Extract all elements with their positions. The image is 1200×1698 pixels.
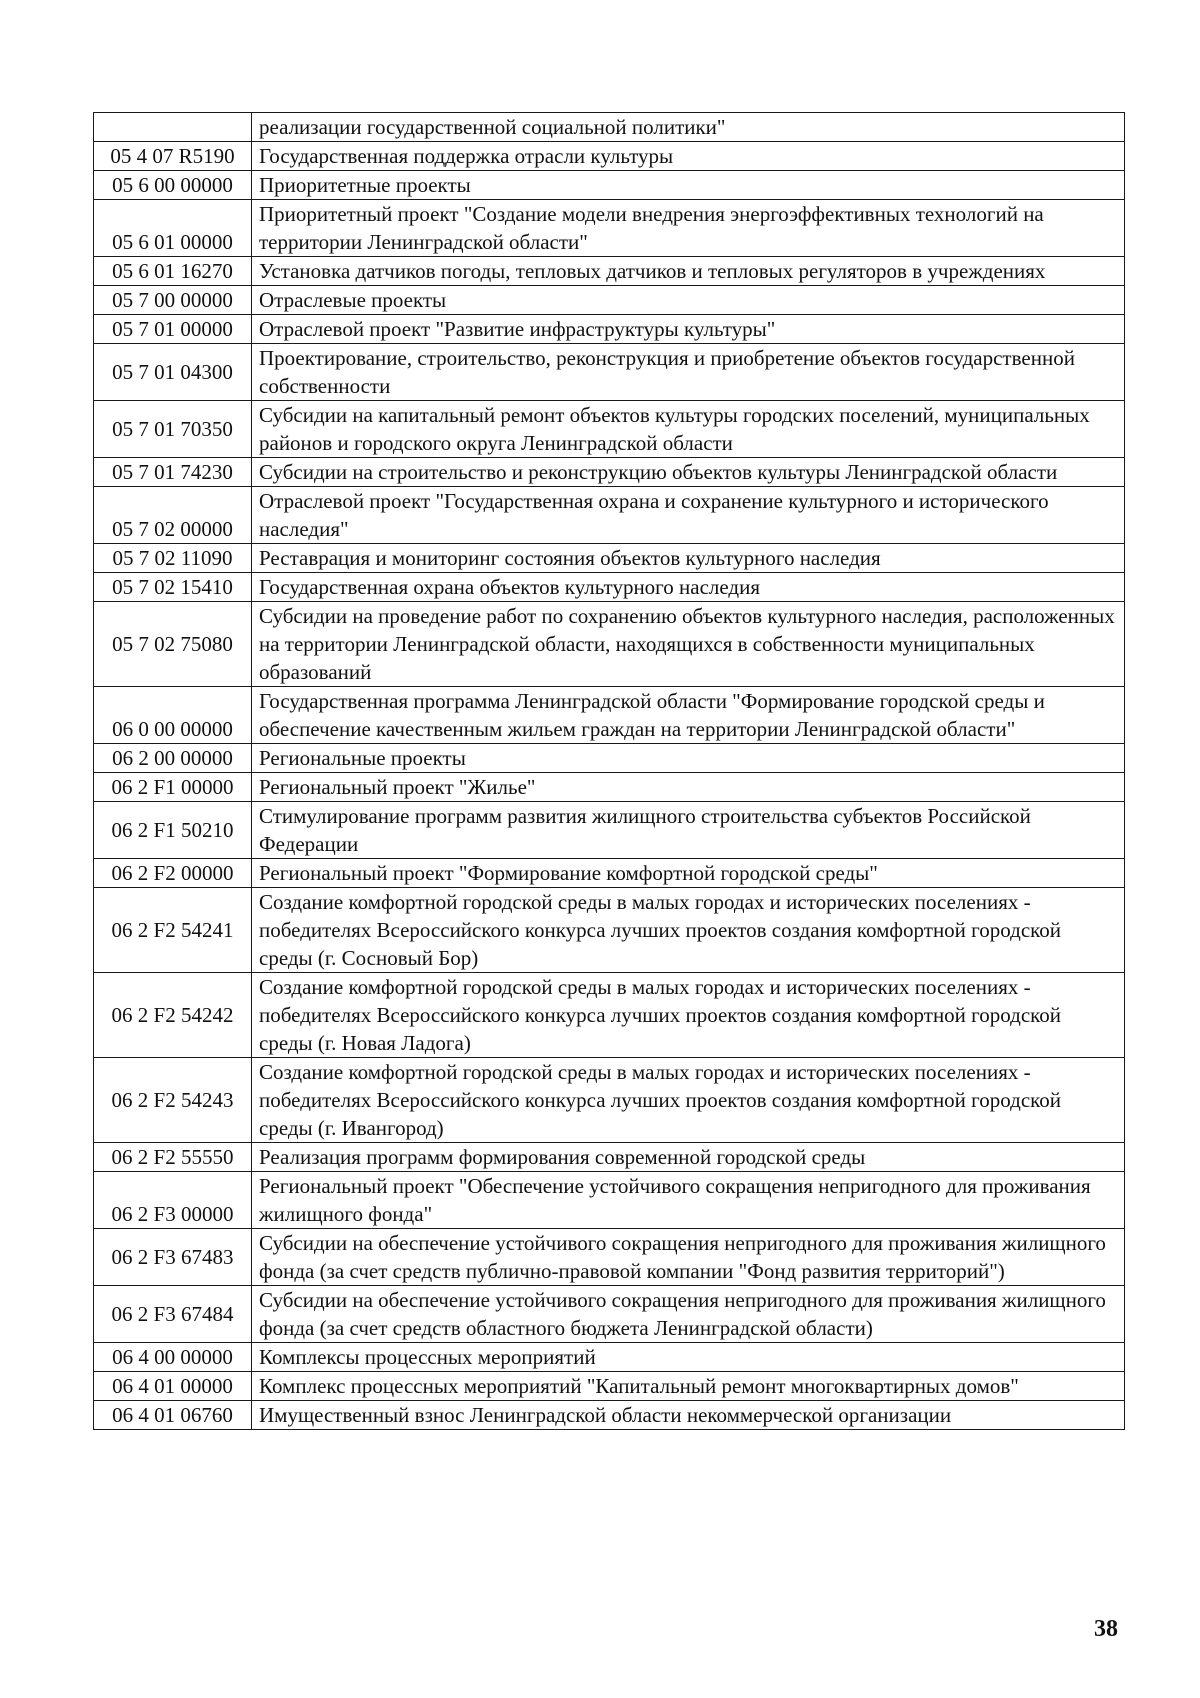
row-code-cell: 05 6 01 00000 [94, 200, 252, 257]
table-row [94, 1229, 1125, 1286]
table-row [94, 487, 1125, 544]
table-row [94, 888, 1125, 973]
table-row [94, 687, 1125, 744]
row-description-cell: Создание комфортной городской среды в малых городах и исторических поселениях - победителях Всероссийского конкурса лучших проектов создания комфортной городской среды (г. Новая Ладога) [252, 973, 1125, 1058]
table-row [94, 142, 1125, 171]
row-description-cell: Отраслевой проект "Развитие инфраструктуры культуры" [252, 315, 1125, 344]
row-description-cell: Государственная охрана объектов культурного наследия [252, 573, 1125, 602]
table-row [94, 1343, 1125, 1372]
row-code-cell: 05 7 02 11090 [94, 544, 252, 573]
table-row [94, 1401, 1125, 1430]
row-description-cell: Стимулирование программ развития жилищного строительства субъектов Российской Федерации [252, 802, 1125, 859]
page-number: 38 [1094, 1616, 1118, 1642]
table-row [94, 113, 1125, 142]
row-code-cell: 05 7 01 04300 [94, 344, 252, 401]
table-row [94, 544, 1125, 573]
row-description-cell: Субсидии на строительство и реконструкцию объектов культуры Ленинградской области [252, 458, 1125, 487]
row-code-cell: 06 2 F2 55550 [94, 1143, 252, 1172]
row-code-cell: 05 7 02 75080 [94, 602, 252, 687]
table-row [94, 344, 1125, 401]
row-code-cell: 06 4 00 00000 [94, 1343, 252, 1372]
table-row [94, 1172, 1125, 1229]
table-row [94, 257, 1125, 286]
row-code-cell: 06 2 F2 54243 [94, 1058, 252, 1143]
budget-classification-table [93, 112, 1125, 1430]
table-row [94, 1372, 1125, 1401]
table-row [94, 602, 1125, 687]
row-description-cell: Имущественный взнос Ленинградской области некоммерческой организации [252, 1401, 1125, 1430]
table-row [94, 573, 1125, 602]
row-code-cell: 06 0 00 00000 [94, 687, 252, 744]
row-code-cell: 06 2 F1 00000 [94, 773, 252, 802]
row-description-cell: Субсидии на обеспечение устойчивого сокращения непригодного для проживания жилищного фонда (за счет средств публично-правовой компании "Фонд развития территорий") [252, 1229, 1125, 1286]
row-description-cell: Реализация программ формирования современной городской среды [252, 1143, 1125, 1172]
row-code-cell: 06 4 01 00000 [94, 1372, 252, 1401]
row-description-cell: Установка датчиков погоды, тепловых датчиков и тепловых регуляторов в учреждениях [252, 257, 1125, 286]
table-row [94, 773, 1125, 802]
row-description-cell: Проектирование, строительство, реконструкция и приобретение объектов государственной собственности [252, 344, 1125, 401]
row-description-cell: Региональный проект "Обеспечение устойчивого сокращения непригодного для проживания жилищного фонда" [252, 1172, 1125, 1229]
row-code-cell [94, 113, 252, 142]
row-description-cell: Комплексы процессных мероприятий [252, 1343, 1125, 1372]
table-row [94, 458, 1125, 487]
table-row [94, 1143, 1125, 1172]
row-description-cell: Отраслевой проект "Государственная охрана и сохранение культурного и исторического наследия" [252, 487, 1125, 544]
table-row [94, 315, 1125, 344]
table-row [94, 171, 1125, 200]
row-description-cell: Региональный проект "Формирование комфортной городской среды" [252, 859, 1125, 888]
row-description-cell: Государственная программа Ленинградской области "Формирование городской среды и обеспечение качественным жильем граждан на территории Ленинградской области" [252, 687, 1125, 744]
row-description-cell: Субсидии на обеспечение устойчивого сокращения непригодного для проживания жилищного фонда (за счет средств областного бюджета Ленинградской области) [252, 1286, 1125, 1343]
row-description-cell: Создание комфортной городской среды в малых городах и исторических поселениях - победителях Всероссийского конкурса лучших проектов создания комфортной городской среды (г. Сосновый Бор) [252, 888, 1125, 973]
table-row [94, 744, 1125, 773]
row-description-cell: реализации государственной социальной политики" [252, 113, 1125, 142]
row-description-cell: Приоритетный проект "Создание модели внедрения энергоэффективных технологий на территории Ленинградской области" [252, 200, 1125, 257]
row-description-cell: Отраслевые проекты [252, 286, 1125, 315]
row-description-cell: Приоритетные проекты [252, 171, 1125, 200]
row-code-cell: 06 2 F3 67483 [94, 1229, 252, 1286]
table-row [94, 973, 1125, 1058]
table-row [94, 859, 1125, 888]
row-code-cell: 06 2 F2 00000 [94, 859, 252, 888]
row-code-cell: 06 2 F3 67484 [94, 1286, 252, 1343]
table-body [94, 113, 1125, 1430]
row-description-cell: Субсидии на проведение работ по сохранению объектов культурного наследия, расположенных на территории Ленинградской области, находящихся в собственности муниципальных образований [252, 602, 1125, 687]
row-code-cell: 06 2 F2 54242 [94, 973, 252, 1058]
row-description-cell: Региональные проекты [252, 744, 1125, 773]
row-description-cell: Создание комфортной городской среды в малых городах и исторических поселениях - победителях Всероссийского конкурса лучших проектов создания комфортной городской среды (г. Ивангород) [252, 1058, 1125, 1143]
row-code-cell: 06 2 F2 54241 [94, 888, 252, 973]
row-code-cell: 05 7 02 00000 [94, 487, 252, 544]
table-row [94, 200, 1125, 257]
row-code-cell: 06 4 01 06760 [94, 1401, 252, 1430]
row-code-cell: 05 4 07 R5190 [94, 142, 252, 171]
row-description-cell: Комплекс процессных мероприятий "Капитальный ремонт многоквартирных домов" [252, 1372, 1125, 1401]
table-row [94, 1286, 1125, 1343]
row-code-cell: 06 2 F1 50210 [94, 802, 252, 859]
row-code-cell: 06 2 00 00000 [94, 744, 252, 773]
row-code-cell: 05 7 00 00000 [94, 286, 252, 315]
row-code-cell: 06 2 F3 00000 [94, 1172, 252, 1229]
row-code-cell: 05 7 01 74230 [94, 458, 252, 487]
table-row [94, 401, 1125, 458]
row-code-cell: 05 7 02 15410 [94, 573, 252, 602]
row-code-cell: 05 7 01 00000 [94, 315, 252, 344]
row-description-cell: Субсидии на капитальный ремонт объектов культуры городских поселений, муниципальных районов и городского округа Ленинградской области [252, 401, 1125, 458]
table-row [94, 1058, 1125, 1143]
row-description-cell: Реставрация и мониторинг состояния объектов культурного наследия [252, 544, 1125, 573]
row-description-cell: Государственная поддержка отрасли культуры [252, 142, 1125, 171]
table-row [94, 802, 1125, 859]
row-code-cell: 05 6 00 00000 [94, 171, 252, 200]
row-code-cell: 05 7 01 70350 [94, 401, 252, 458]
table-row [94, 286, 1125, 315]
row-code-cell: 05 6 01 16270 [94, 257, 252, 286]
row-description-cell: Региональный проект "Жилье" [252, 773, 1125, 802]
